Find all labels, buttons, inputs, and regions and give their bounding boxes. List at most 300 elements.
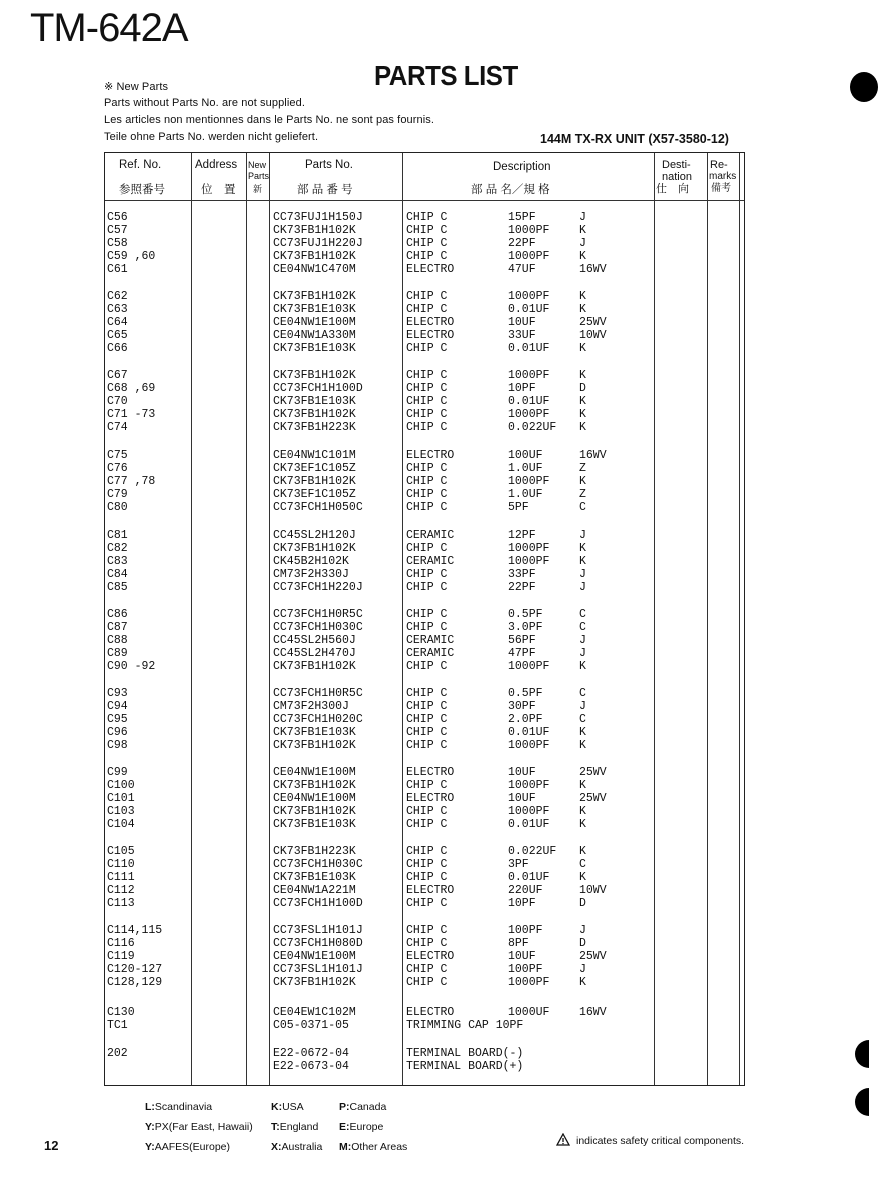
value-cell: 1000PF xyxy=(508,555,550,568)
col-remarks-jp: 備考 xyxy=(711,183,731,194)
parts-no-cell: E22-0672-04 xyxy=(273,1047,349,1060)
ref-no-cell: C110 xyxy=(107,858,135,871)
parts-no-cell: C05-0371-05 xyxy=(273,1019,349,1032)
parts-no-cell: CC45SL2H470J xyxy=(273,647,356,660)
value-cell: 8PF xyxy=(508,937,529,950)
description-cell: CHIP C xyxy=(406,475,448,488)
value-cell: 1.0UF xyxy=(508,462,543,475)
rating-cell: J xyxy=(579,963,586,976)
description-cell: CHIP C xyxy=(406,897,448,910)
rating-cell: C xyxy=(579,858,586,871)
rating-cell: K xyxy=(579,542,586,555)
binding-hole-mark xyxy=(855,1040,869,1068)
parts-no-cell: CM73F2H330J xyxy=(273,568,349,581)
ref-no-cell: C86 xyxy=(107,608,128,621)
ref-no-cell: C103 xyxy=(107,805,135,818)
description-cell: CHIP C xyxy=(406,937,448,950)
parts-no-cell: E22-0673-04 xyxy=(273,1060,349,1073)
legend-item: P:Canada xyxy=(339,1101,387,1113)
rating-cell: D xyxy=(579,937,586,950)
description-cell: ELECTRO xyxy=(406,449,455,462)
rating-cell: J xyxy=(579,647,586,660)
page-title: PARTS LIST xyxy=(374,60,518,91)
description-cell: CHIP C xyxy=(406,660,448,673)
ref-no-cell: C63 xyxy=(107,303,128,316)
ref-no-cell: C130 xyxy=(107,1006,135,1019)
rating-cell: K xyxy=(579,805,586,818)
ref-no-cell: C74 xyxy=(107,421,128,434)
ref-no-cell: TC1 xyxy=(107,1019,128,1032)
parts-no-cell: CK73FB1H102K xyxy=(273,408,356,421)
value-cell: 22PF xyxy=(508,237,536,250)
description-cell: CHIP C xyxy=(406,462,448,475)
ref-no-cell: C88 xyxy=(107,634,128,647)
rating-cell: Z xyxy=(579,462,586,475)
rating-cell: K xyxy=(579,726,586,739)
value-cell: 1000PF xyxy=(508,542,550,555)
parts-no-cell: CK73FB1H223K xyxy=(273,845,356,858)
value-cell: 220UF xyxy=(508,884,543,897)
parts-no-cell: CK73FB1H102K xyxy=(273,976,356,989)
ref-no-cell: C61 xyxy=(107,263,128,276)
legend-item: Y:AAFES(Europe) xyxy=(145,1141,231,1153)
parts-no-cell: CK73FB1E103K xyxy=(273,726,356,739)
parts-no-cell: CM73F2H300J xyxy=(273,700,349,713)
value-cell: 0.5PF xyxy=(508,608,543,621)
rating-cell: J xyxy=(579,700,586,713)
description-cell: CHIP C xyxy=(406,858,448,871)
ref-no-cell: C71 -73 xyxy=(107,408,156,421)
parts-no-cell: CK73FB1H223K xyxy=(273,421,356,434)
rating-cell: K xyxy=(579,779,586,792)
description-cell: CHIP C xyxy=(406,976,448,989)
parts-no-cell: CC73FCH1H0R5C xyxy=(273,687,363,700)
ref-no-cell: C104 xyxy=(107,818,135,831)
parts-no-cell: CK73FB1H102K xyxy=(273,805,356,818)
ref-no-cell: C105 xyxy=(107,845,135,858)
note-new-parts: ※ New Parts xyxy=(104,81,169,93)
description-cell: ELECTRO xyxy=(406,884,455,897)
warning-triangle-icon xyxy=(556,1133,570,1146)
col-remarks: Re- xyxy=(710,159,728,171)
legend-item: E:Europe xyxy=(339,1121,384,1133)
parts-no-cell: CC73FUJ1H220J xyxy=(273,237,363,250)
parts-no-cell: CK73FB1H102K xyxy=(273,369,356,382)
value-cell: 100UF xyxy=(508,449,543,462)
description-cell: CERAMIC xyxy=(406,529,455,542)
col-remarks-2: marks xyxy=(709,171,737,182)
rating-cell: C xyxy=(579,501,586,514)
value-cell: 1000PF xyxy=(508,290,550,303)
ref-no-cell: C64 xyxy=(107,316,128,329)
rating-cell: K xyxy=(579,871,586,884)
rating-cell: K xyxy=(579,421,586,434)
col-parts-no-jp: 部 品 番 号 xyxy=(297,184,353,196)
parts-no-cell: CC73FCH1H030C xyxy=(273,621,363,634)
description-cell: CHIP C xyxy=(406,845,448,858)
description-cell: CHIP C xyxy=(406,501,448,514)
value-cell: 10UF xyxy=(508,766,536,779)
parts-no-cell: CK73FB1H102K xyxy=(273,779,356,792)
ref-no-cell: C68 ,69 xyxy=(107,382,156,395)
value-cell: 0.022UF xyxy=(508,845,557,858)
description-cell: CHIP C xyxy=(406,963,448,976)
value-cell: 1000PF xyxy=(508,739,550,752)
ref-no-cell: C128,129 xyxy=(107,976,163,989)
value-cell: 15PF xyxy=(508,211,536,224)
col-destination: Desti- xyxy=(662,159,691,171)
ref-no-cell: C76 xyxy=(107,462,128,475)
rating-cell: K xyxy=(579,475,586,488)
col-description-jp: 部 品 名／規 格 xyxy=(471,184,550,196)
value-cell: 0.01UF xyxy=(508,871,550,884)
col-address-jp: 位 置 xyxy=(201,184,236,196)
description-cell: CHIP C xyxy=(406,408,448,421)
parts-no-cell: CE04NW1E100M xyxy=(273,950,356,963)
rating-cell: 16WV xyxy=(579,1006,607,1019)
description-cell: CHIP C xyxy=(406,211,448,224)
description-cell: ELECTRO xyxy=(406,329,455,342)
legend-item: Y:PX(Far East, Hawaii) xyxy=(145,1121,253,1133)
ref-no-cell: C82 xyxy=(107,542,128,555)
value-cell: 33UF xyxy=(508,329,536,342)
parts-no-cell: CC73FCH1H0R5C xyxy=(273,608,363,621)
col-parts-no: Parts No. xyxy=(305,159,353,171)
col-new-parts-jp: 新 xyxy=(253,184,263,194)
note-english: Parts without Parts No. are not supplied. xyxy=(104,97,305,109)
rating-cell: 10WV xyxy=(579,884,607,897)
parts-table xyxy=(104,152,745,1086)
description-cell: CHIP C xyxy=(406,805,448,818)
parts-no-cell: CE04NW1E100M xyxy=(273,766,356,779)
parts-no-cell: CK73FB1H102K xyxy=(273,290,356,303)
description-cell: CHIP C xyxy=(406,739,448,752)
ref-no-cell: C57 xyxy=(107,224,128,237)
ref-no-cell: C116 xyxy=(107,937,135,950)
ref-no-cell: C67 xyxy=(107,369,128,382)
rating-cell: 25WV xyxy=(579,766,607,779)
parts-no-cell: CK73EF1C105Z xyxy=(273,488,356,501)
value-cell: 10UF xyxy=(508,950,536,963)
ref-no-cell: C119 xyxy=(107,950,135,963)
parts-no-cell: CK73FB1H102K xyxy=(273,250,356,263)
col-address: Address xyxy=(195,159,238,171)
description-cell: CHIP C xyxy=(406,421,448,434)
rating-cell: D xyxy=(579,382,586,395)
rating-cell: J xyxy=(579,529,586,542)
rating-cell: K xyxy=(579,408,586,421)
rating-cell: J xyxy=(579,581,586,594)
parts-no-cell: CK73FB1H102K xyxy=(273,660,356,673)
parts-no-cell: CK73FB1H102K xyxy=(273,542,356,555)
description-cell: ELECTRO xyxy=(406,316,455,329)
rating-cell: Z xyxy=(579,488,586,501)
value-cell: 1000PF xyxy=(508,408,550,421)
ref-no-cell: C79 xyxy=(107,488,128,501)
parts-no-cell: CC73FSL1H101J xyxy=(273,924,363,937)
description-cell: CERAMIC xyxy=(406,634,455,647)
rating-cell: C xyxy=(579,687,586,700)
parts-no-cell: CE04NW1E100M xyxy=(273,792,356,805)
ref-no-cell: C99 xyxy=(107,766,128,779)
ref-no-cell: C101 xyxy=(107,792,135,805)
parts-no-cell: CC73FCH1H100D xyxy=(273,897,363,910)
rating-cell: C xyxy=(579,621,586,634)
col-new-parts: New xyxy=(248,160,267,170)
value-cell: 33PF xyxy=(508,568,536,581)
description-cell: CHIP C xyxy=(406,818,448,831)
ref-no-cell: C87 xyxy=(107,621,128,634)
rating-cell: K xyxy=(579,395,586,408)
value-cell: 0.01UF xyxy=(508,818,550,831)
safety-note: indicates safety critical components. xyxy=(556,1133,744,1147)
value-cell: 47PF xyxy=(508,647,536,660)
description-cell: ELECTRO xyxy=(406,766,455,779)
parts-no-cell: CE04NW1C101M xyxy=(273,449,356,462)
parts-no-cell: CK45B2H102K xyxy=(273,555,349,568)
parts-no-cell: CK73FB1E103K xyxy=(273,342,356,355)
ref-no-cell: C90 -92 xyxy=(107,660,156,673)
description-cell: TERMINAL BOARD(-) xyxy=(406,1047,524,1060)
ref-no-cell: C100 xyxy=(107,779,135,792)
rating-cell: C xyxy=(579,713,586,726)
description-cell: CHIP C xyxy=(406,542,448,555)
parts-no-cell: CE04NW1C470M xyxy=(273,263,356,276)
ref-no-cell: C65 xyxy=(107,329,128,342)
description-cell: TRIMMING CAP 10PF xyxy=(406,1019,524,1032)
rating-cell: K xyxy=(579,660,586,673)
value-cell: 22PF xyxy=(508,581,536,594)
parts-no-cell: CC73FUJ1H150J xyxy=(273,211,363,224)
rating-cell: K xyxy=(579,224,586,237)
parts-no-cell: CK73FB1E103K xyxy=(273,303,356,316)
description-cell: CHIP C xyxy=(406,568,448,581)
rating-cell: 16WV xyxy=(579,449,607,462)
value-cell: 1000PF xyxy=(508,475,550,488)
rating-cell: 25WV xyxy=(579,950,607,963)
ref-no-cell: C77 ,78 xyxy=(107,475,156,488)
value-cell: 10UF xyxy=(508,792,536,805)
rating-cell: J xyxy=(579,568,586,581)
legend-item: K:USA xyxy=(271,1101,304,1113)
value-cell: 10PF xyxy=(508,897,536,910)
rating-cell: K xyxy=(579,290,586,303)
value-cell: 1000PF xyxy=(508,660,550,673)
ref-no-cell: C83 xyxy=(107,555,128,568)
parts-no-cell: CC73FCH1H020C xyxy=(273,713,363,726)
rating-cell: D xyxy=(579,897,586,910)
binding-hole-mark xyxy=(850,72,878,102)
value-cell: 1.0UF xyxy=(508,488,543,501)
description-cell: CERAMIC xyxy=(406,647,455,660)
value-cell: 10PF xyxy=(508,382,536,395)
rating-cell: K xyxy=(579,369,586,382)
ref-no-cell: C81 xyxy=(107,529,128,542)
rating-cell: K xyxy=(579,342,586,355)
parts-no-cell: CC73FCH1H050C xyxy=(273,501,363,514)
description-cell: CHIP C xyxy=(406,342,448,355)
value-cell: 0.01UF xyxy=(508,395,550,408)
description-cell: ELECTRO xyxy=(406,1006,455,1019)
description-cell: CHIP C xyxy=(406,250,448,263)
ref-no-cell: C111 xyxy=(107,871,135,884)
legend-item: M:Other Areas xyxy=(339,1141,408,1153)
ref-no-cell: C84 xyxy=(107,568,128,581)
value-cell: 1000UF xyxy=(508,1006,550,1019)
ref-no-cell: C58 xyxy=(107,237,128,250)
description-cell: CHIP C xyxy=(406,700,448,713)
parts-no-cell: CK73FB1H102K xyxy=(273,475,356,488)
description-cell: CERAMIC xyxy=(406,555,455,568)
parts-no-cell: CC73FCH1H030C xyxy=(273,858,363,871)
col-destination-2: nation xyxy=(662,171,692,183)
value-cell: 1000PF xyxy=(508,805,550,818)
description-cell: CHIP C xyxy=(406,687,448,700)
ref-no-cell: C114,115 xyxy=(107,924,163,937)
value-cell: 2.0PF xyxy=(508,713,543,726)
note-french: Les articles non mentionnes dans le Parts No. ne sont pas fournis. xyxy=(104,114,435,126)
value-cell: 3.0PF xyxy=(508,621,543,634)
parts-no-cell: CC73FCH1H220J xyxy=(273,581,363,594)
value-cell: 10UF xyxy=(508,316,536,329)
description-cell: CHIP C xyxy=(406,395,448,408)
parts-no-cell: CC45SL2H560J xyxy=(273,634,356,647)
parts-no-cell: CE04EW1C102M xyxy=(273,1006,356,1019)
parts-no-cell: CK73FB1H102K xyxy=(273,224,356,237)
parts-no-cell: CE04NW1A221M xyxy=(273,884,356,897)
unit-title: 144M TX-RX UNIT (X57-3580-12) xyxy=(540,132,729,146)
rating-cell: K xyxy=(579,976,586,989)
col-ref-no: Ref. No. xyxy=(119,159,162,171)
description-cell: CHIP C xyxy=(406,290,448,303)
ref-no-cell: C94 xyxy=(107,700,128,713)
binding-hole-mark xyxy=(855,1088,869,1116)
value-cell: 1000PF xyxy=(508,369,550,382)
rating-cell: K xyxy=(579,555,586,568)
value-cell: 0.01UF xyxy=(508,342,550,355)
rating-cell: 16WV xyxy=(579,263,607,276)
legend-item: X:Australia xyxy=(271,1141,323,1153)
ref-no-cell: C112 xyxy=(107,884,135,897)
description-cell: CHIP C xyxy=(406,871,448,884)
col-new-parts-2: Parts xyxy=(248,171,270,181)
rating-cell: 25WV xyxy=(579,316,607,329)
model-number: TM-642A xyxy=(30,6,188,50)
description-cell: CHIP C xyxy=(406,621,448,634)
rating-cell: K xyxy=(579,739,586,752)
parts-no-cell: CC73FCH1H100D xyxy=(273,382,363,395)
value-cell: 100PF xyxy=(508,924,543,937)
ref-no-cell: C89 xyxy=(107,647,128,660)
ref-no-cell: 202 xyxy=(107,1047,128,1060)
rating-cell: K xyxy=(579,303,586,316)
ref-no-cell: C95 xyxy=(107,713,128,726)
rating-cell: J xyxy=(579,924,586,937)
description-cell: TERMINAL BOARD(+) xyxy=(406,1060,524,1073)
parts-no-cell: CC45SL2H120J xyxy=(273,529,356,542)
parts-no-cell: CC73FSL1H101J xyxy=(273,963,363,976)
parts-no-cell: CE04NW1A330M xyxy=(273,329,356,342)
parts-no-cell: CK73EF1C105Z xyxy=(273,462,356,475)
ref-no-cell: C113 xyxy=(107,897,135,910)
value-cell: 0.022UF xyxy=(508,421,557,434)
description-cell: CHIP C xyxy=(406,713,448,726)
parts-no-cell: CC73FCH1H080D xyxy=(273,937,363,950)
value-cell: 1000PF xyxy=(508,224,550,237)
value-cell: 1000PF xyxy=(508,779,550,792)
rating-cell: J xyxy=(579,634,586,647)
parts-no-cell: CE04NW1E100M xyxy=(273,316,356,329)
legend-item: L:Scandinavia xyxy=(145,1101,213,1113)
page-number: 12 xyxy=(44,1138,59,1153)
rating-cell: J xyxy=(579,211,586,224)
description-cell: CHIP C xyxy=(406,779,448,792)
legend-item: T:England xyxy=(271,1121,319,1133)
description-cell: CHIP C xyxy=(406,726,448,739)
value-cell: 0.01UF xyxy=(508,726,550,739)
description-cell: CHIP C xyxy=(406,581,448,594)
rating-cell: J xyxy=(579,237,586,250)
parts-no-cell: CK73FB1E103K xyxy=(273,395,356,408)
ref-no-cell: C75 xyxy=(107,449,128,462)
value-cell: 3PF xyxy=(508,858,529,871)
value-cell: 5PF xyxy=(508,501,529,514)
ref-no-cell: C96 xyxy=(107,726,128,739)
ref-no-cell: C80 xyxy=(107,501,128,514)
ref-no-cell: C59 ,60 xyxy=(107,250,156,263)
ref-no-cell: C85 xyxy=(107,581,128,594)
col-ref-no-jp: 参照番号 xyxy=(119,184,165,196)
value-cell: 1000PF xyxy=(508,976,550,989)
parts-no-cell: CK73FB1H102K xyxy=(273,739,356,752)
value-cell: 12PF xyxy=(508,529,536,542)
rating-cell: 10WV xyxy=(579,329,607,342)
description-cell: ELECTRO xyxy=(406,792,455,805)
description-cell: CHIP C xyxy=(406,382,448,395)
ref-no-cell: C62 xyxy=(107,290,128,303)
ref-no-cell: C93 xyxy=(107,687,128,700)
description-cell: CHIP C xyxy=(406,237,448,250)
value-cell: 30PF xyxy=(508,700,536,713)
ref-no-cell: C70 xyxy=(107,395,128,408)
rating-cell: 25WV xyxy=(579,792,607,805)
description-cell: CHIP C xyxy=(406,303,448,316)
value-cell: 0.5PF xyxy=(508,687,543,700)
parts-no-cell: CK73FB1E103K xyxy=(273,871,356,884)
description-cell: CHIP C xyxy=(406,224,448,237)
rating-cell: K xyxy=(579,818,586,831)
ref-no-cell: C66 xyxy=(107,342,128,355)
value-cell: 0.01UF xyxy=(508,303,550,316)
ref-no-cell: C120-127 xyxy=(107,963,163,976)
rating-cell: K xyxy=(579,845,586,858)
description-cell: CHIP C xyxy=(406,369,448,382)
parts-no-cell: CK73FB1E103K xyxy=(273,818,356,831)
ref-no-cell: C98 xyxy=(107,739,128,752)
ref-no-cell: C56 xyxy=(107,211,128,224)
value-cell: 100PF xyxy=(508,963,543,976)
value-cell: 1000PF xyxy=(508,250,550,263)
value-cell: 56PF xyxy=(508,634,536,647)
description-cell: CHIP C xyxy=(406,608,448,621)
rating-cell: C xyxy=(579,608,586,621)
description-cell: ELECTRO xyxy=(406,263,455,276)
description-cell: ELECTRO xyxy=(406,950,455,963)
rating-cell: K xyxy=(579,250,586,263)
value-cell: 47UF xyxy=(508,263,536,276)
note-german: Teile ohne Parts No. werden nicht geliefert. xyxy=(104,131,319,143)
description-cell: CHIP C xyxy=(406,488,448,501)
